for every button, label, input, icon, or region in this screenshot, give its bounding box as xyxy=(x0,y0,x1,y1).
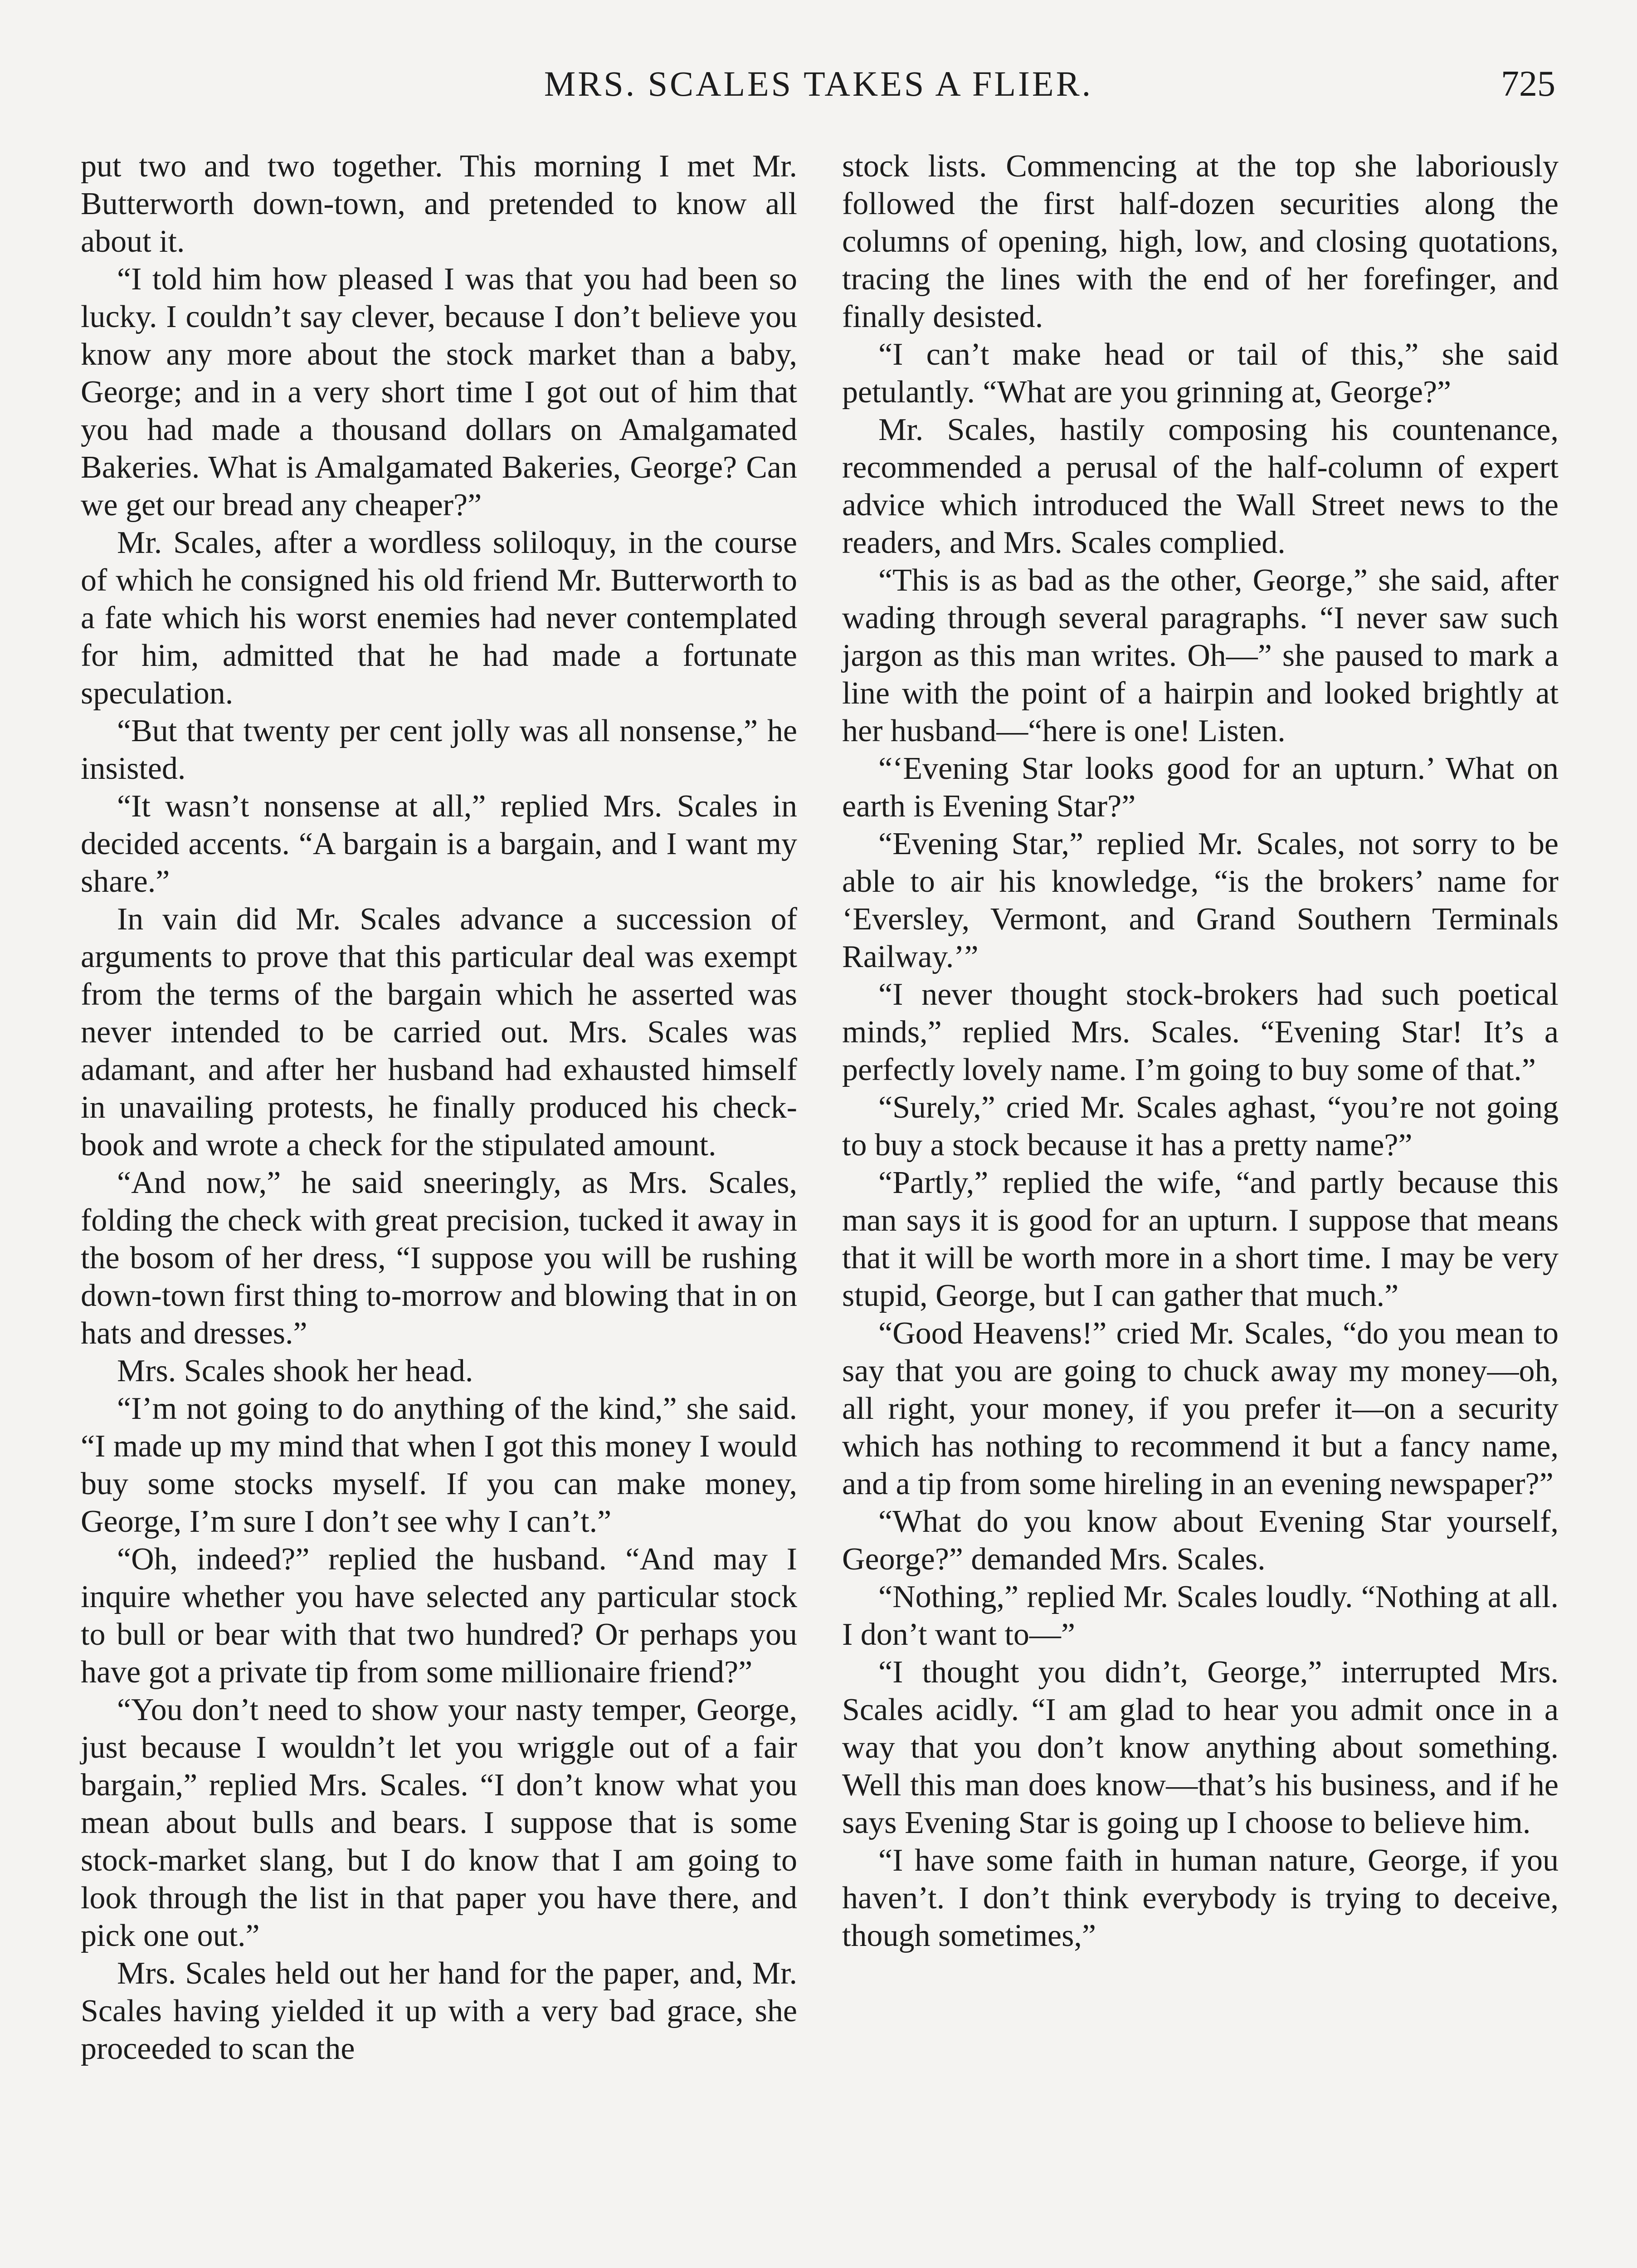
running-title: MRS. SCALES TAKES A FLIER. xyxy=(544,64,1093,103)
paragraph: “You don’t need to show your nasty temper, George, just because I wouldn’t let you wriggle out of a fair bargain,” replied Mrs. Scales. “I don’t know what you mean about bulls and bears. I suppose that is some stock-market slang, but I do know that I am going to look through the list in that paper you have there, and pick one out.” xyxy=(81,1692,797,1953)
paragraph: “It wasn’t nonsense at all,” replied Mrs. Scales in decided accents. “A bargain is a bargain, and I want my share.” xyxy=(81,789,797,899)
paragraph: “Good Heavens!” cried Mr. Scales, “do you mean to say that you are going to chuck away my money—oh, all right, your money, if you prefer it—on a security which has nothing to recommend it but a fancy name, and a tip from some hireling in an evening newspaper?” xyxy=(842,1316,1559,1501)
paragraph: “This is as bad as the other, George,” she said, after wading through several paragraphs. “I never saw such jargon as this man writes. Oh—” she paused to mark a line with the point of a hairpin and looked brightly at her husband—“here is one! Listen. xyxy=(842,563,1559,748)
paragraph: “But that twenty per cent jolly was all nonsense,” he insisted. xyxy=(81,714,797,786)
paragraph: “Evening Star,” replied Mr. Scales, not sorry to be able to air his knowledge, “is the brokers’ name for ‘Eversley, Vermont, and Grand Southern Terminals Railway.’” xyxy=(842,826,1559,974)
paragraph: “I can’t make head or tail of this,” she said petulantly. “What are you grinning at, George?” xyxy=(842,337,1559,410)
paragraph: “‘Evening Star looks good for an upturn.’ What on earth is Evening Star?” xyxy=(842,751,1559,824)
paragraph: “I’m not going to do anything of the kind,” she said. “I made up my mind that when I got this money I would buy some stocks myself. If you can make money, George, I’m sure I don’t see why I can’t.” xyxy=(81,1391,797,1539)
page-number: 725 xyxy=(1501,64,1555,104)
paragraph: Mr. Scales, hastily composing his countenance, recommended a perusal of the half-column of expert advice which introduced the Wall Street news to the readers, and Mrs. Scales complied. xyxy=(842,412,1559,560)
running-head xyxy=(82,59,1555,109)
paragraph: “Oh, indeed?” replied the husband. “And may I inquire whether you have selected any particular stock to bull or bear with that two hundred? Or perhaps you have got a private tip from some millionaire friend?” xyxy=(81,1542,797,1690)
left-column xyxy=(81,147,797,2068)
paragraph: “What do you know about Evening Star yourself, George?” demanded Mrs. Scales. xyxy=(842,1504,1559,1577)
paragraph: Mrs. Scales held out her hand for the paper, and, Mr. Scales having yielded it up with a very bad grace, she proceeded to scan the xyxy=(81,1956,797,2066)
paragraph: Mr. Scales, after a wordless soliloquy, in the course of which he consigned his old friend Mr. Butterworth to a fate which his worst enemies had never contemplated for him, admitted that he had made a fortunate speculation. xyxy=(81,525,797,711)
paragraph: In vain did Mr. Scales advance a succession of arguments to prove that this particular deal was exempt from the terms of the bargain which he asserted was never intended to be carried out. Mrs. Scales was adamant, and after her husband had exhausted himself in unavailing protests, he finally produced his check-book and wrote a check for the stipulated amount. xyxy=(81,902,797,1163)
right-column xyxy=(842,147,1559,1955)
paragraph: “I told him how pleased I was that you had been so lucky. I couldn’t say clever, because I don’t believe you know any more about the stock market than a baby, George; and in a very short time I got out of him that you had made a thousand dollars on Amalgamated Bakeries. What is Amalgamated Bakeries, George? Can we get our bread any cheaper?” xyxy=(81,262,797,523)
paragraph: “Surely,” cried Mr. Scales aghast, “you’re not going to buy a stock because it has a pretty name?” xyxy=(842,1090,1559,1163)
paragraph: “I thought you didn’t, George,” interrupted Mrs. Scales acidly. “I am glad to hear you admit once in a way that you don’t know anything about something. Well this man does know—that’s his business, and if he says Evening Star is going up I choose to believe him. xyxy=(842,1655,1559,1840)
paragraph: Mrs. Scales shook her head. xyxy=(117,1354,473,1388)
paragraph: “Partly,” replied the wife, “and partly because this man says it is good for an upturn. I suppose that means that it will be worth more in a short time. I may be very stupid, George, but I can gather that much.” xyxy=(842,1165,1559,1313)
paragraph: “I never thought stock-brokers had such poetical minds,” replied Mrs. Scales. “Evening Star! It’s a perfectly lovely name. I’m going to buy some of that.” xyxy=(842,977,1559,1087)
paragraph: put two and two together. This morning I met Mr. Butterworth down-town, and pretended to know all about it. xyxy=(81,149,797,259)
paragraph: stock lists. Commencing at the top she laboriously followed the first half-dozen securities along the columns of opening, high, low, and closing quotations, tracing the lines with the end of her forefinger, and finally desisted. xyxy=(842,149,1559,334)
paragraph: “Nothing,” replied Mr. Scales loudly. “Nothing at all. I don’t want to—” xyxy=(842,1579,1559,1652)
paragraph: “And now,” he said sneeringly, as Mrs. Scales, folding the check with great precision, tucked it away in the bosom of her dress, “I suppose you will be rushing down-town first thing to-morrow and blowing that in on hats and dresses.” xyxy=(81,1165,797,1351)
paragraph: “I have some faith in human nature, George, if you haven’t. I don’t think everybody is trying to deceive, though sometimes,” xyxy=(842,1843,1559,1953)
